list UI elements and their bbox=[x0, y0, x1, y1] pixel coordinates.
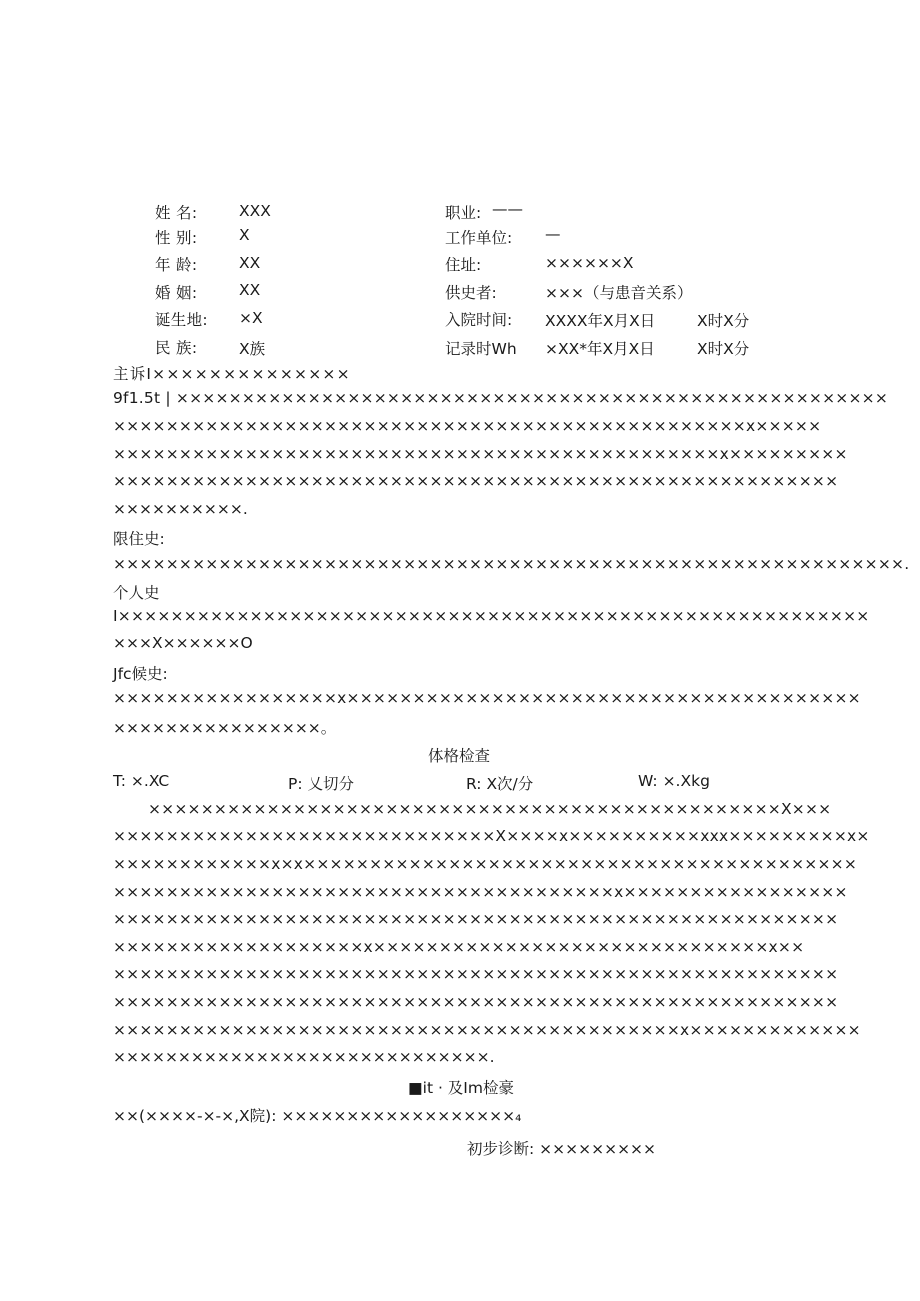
vital-weight: W: ×.Xkg bbox=[638, 772, 710, 790]
family-history-title: Jfc候史: bbox=[113, 665, 168, 683]
chief-complaint: 主诉I×××××××××××××× bbox=[113, 365, 351, 383]
label-informant: 供史者: bbox=[445, 284, 497, 302]
label-admission-time: 入院时间: bbox=[445, 311, 513, 329]
physical-exam-line: ××××××××××××××××××××××××××××××××××××××××××××××××××××××× bbox=[113, 993, 839, 1011]
label-age: 年 龄: bbox=[155, 256, 198, 274]
physical-exam-title: 体格检查 bbox=[428, 747, 491, 765]
label-name: 姓 名: bbox=[155, 204, 198, 222]
value-admission-date: XXXX年X月X日 bbox=[545, 312, 656, 330]
value-informant: ×××（与患音关系） bbox=[545, 284, 693, 302]
label-workplace: 工作单位: bbox=[445, 229, 513, 247]
value-occupation: —— bbox=[492, 200, 523, 218]
lab-result: ××(××××-×-×,X院): ××××××××××××××××××₄ bbox=[113, 1107, 522, 1125]
value-ethnicity: X族 bbox=[239, 340, 266, 358]
vital-temperature: T: ×.XC bbox=[113, 772, 170, 790]
label-marriage: 婚 姻: bbox=[155, 284, 198, 302]
physical-exam-line: ×××××××××××××××××××××××××××××. bbox=[113, 1048, 495, 1066]
physical-exam-line: ××××××××××××××××××××××××××××××××××××××××××××××××××××××× bbox=[113, 910, 839, 928]
physical-exam-line: ××××××××××××××××××××××××××××××××××××××x××××××××××××××××× bbox=[113, 883, 848, 901]
past-history-text: ××××××××××××××××××××××××××××××××××××××××××××××××××××××××××××. bbox=[113, 555, 910, 573]
physical-exam-line: ××××××××××××x×x×××××××××××××××××××××××××××××××××××××××××× bbox=[113, 855, 858, 873]
personal-history-title: 个人史 bbox=[113, 584, 160, 602]
present-illness-line: ××××××××××××××××××××××××××××××××××××××××××××××××x××××× bbox=[113, 417, 822, 435]
label-ethnicity: 民 族: bbox=[155, 339, 198, 357]
preliminary-diagnosis: 初步诊断: ××××××××× bbox=[467, 1140, 657, 1158]
present-illness-line: 9f1.5t | ×××××××××××××××××××××××××××××××××××××××××××××××××××××× bbox=[113, 389, 889, 407]
personal-history-line: I××××××××××××××××××××××××××××××××××××××××××××××××××××××××× bbox=[113, 607, 870, 625]
past-history-title: 限住史: bbox=[113, 530, 165, 548]
lab-title: ■it · 及Im检豪 bbox=[408, 1079, 514, 1097]
physical-exam-line: ×××××××××××××××××××x××××××××××××××××××××××××××××××x×× bbox=[113, 938, 805, 956]
present-illness-line: ××××××××××××××××××××××××××××××××××××××××××××××××××××××× bbox=[113, 472, 839, 490]
value-admission-clock: X时X分 bbox=[697, 312, 750, 330]
value-record-clock: X时X分 bbox=[697, 340, 750, 358]
label-address: 住址: bbox=[445, 256, 482, 274]
label-occupation: 职业: bbox=[445, 204, 482, 222]
physical-exam-line: ×××××××××××××××××××××××××××××X××××x××××××××××xxx×××××××××x× bbox=[113, 827, 870, 845]
physical-exam-line: ×××××××××××××××××××××××××××××××××××××××××××x××××××××××××× bbox=[113, 1021, 861, 1039]
value-address: ××××××X bbox=[545, 254, 634, 272]
family-history-line: ×××××××××××××××××x××××××××××××××××××××××××××××××××××××××× bbox=[113, 689, 861, 707]
value-sex: X bbox=[239, 226, 250, 244]
value-age: XX bbox=[239, 254, 261, 272]
present-illness-line: ××××××××××××××××××××××××××××××××××××××××××××××x××××××××× bbox=[113, 445, 848, 463]
label-sex: 性 别: bbox=[155, 229, 198, 247]
family-history-line: ××××××××××××××××。 bbox=[113, 719, 337, 737]
vital-pulse: P: 乂切分 bbox=[288, 775, 354, 793]
value-name: XXX bbox=[239, 202, 271, 220]
physical-exam-line: ××××××××××××××××××××××××××××××××××××××××××××××××××××××× bbox=[113, 965, 839, 983]
value-record-date: ×XX*年X月X日 bbox=[545, 340, 655, 358]
vital-respiration: R: X次/分 bbox=[466, 775, 534, 793]
personal-history-line: ×××X××××××O bbox=[113, 634, 253, 652]
value-birthplace: ×X bbox=[239, 309, 263, 327]
physical-exam-line: ××××××××××××××××××××××××××××××××××××××××××××××××X××× bbox=[148, 800, 832, 818]
label-record-time: 记录时Wh bbox=[445, 340, 517, 358]
label-birthplace: 诞生地: bbox=[155, 311, 208, 329]
present-illness-line: ××××××××××. bbox=[113, 500, 248, 518]
value-marriage: XX bbox=[239, 281, 261, 299]
value-workplace: — bbox=[545, 225, 561, 243]
